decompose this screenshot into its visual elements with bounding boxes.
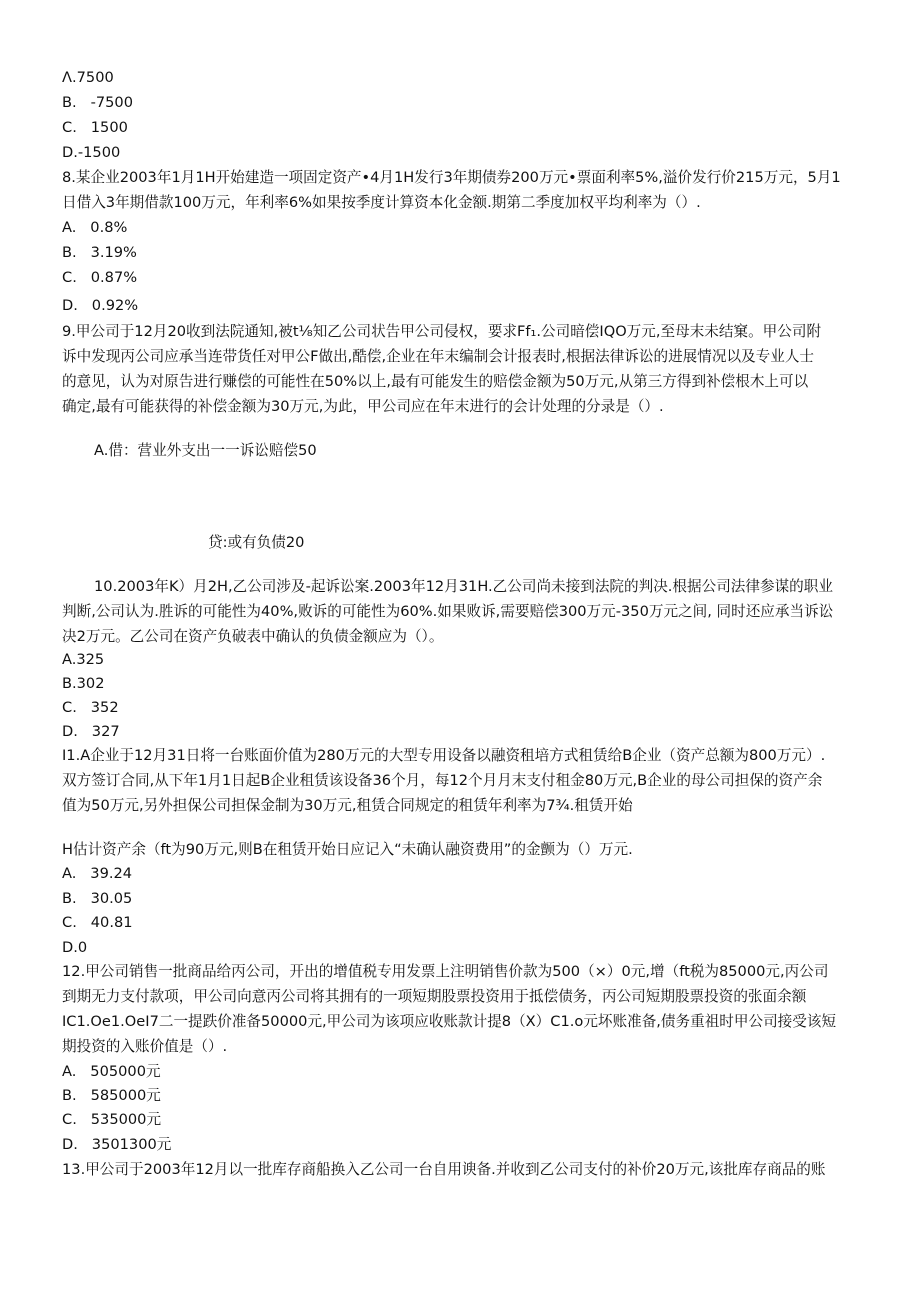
option-a: A. 505000元 — [62, 1063, 161, 1080]
option-b: B. -7500 — [62, 94, 133, 111]
question-12-line: IC1.Oe1.OeI7二一提跌价准备50000元,甲公司为该项应收账款计提8（X）C1.o元坏账准备,债务重祖时甲公司接受该短 — [62, 1013, 837, 1030]
option-a-debit: A.借：营业外支出一一诉讼赔偿50 — [94, 442, 317, 459]
question-13-line: 13.甲公司于2003年12月以一批库存商船换入乙公司一台自用谀备.并收到乙公司支付的补价20万元,该批库存商品的账 — [62, 1161, 826, 1178]
question-9-line: 的意见，认为对原告进行赚偿的可能性在50%以上,最有可能发生的赔偿金额为50万元,从第三方得到补偿根木上可以 — [62, 373, 809, 390]
question-11-line: I1.A企业于12月31日将一台账面价值为280万元的大型专用设备以融资租培方式租赁给B企业（资产总额为800万元）. — [62, 747, 826, 764]
option-b: B. 3.19% — [62, 244, 137, 261]
question-12-line: 12.甲公司销售一批商品给丙公司，开出的增值税专用发票上注明销售价款为500（×）0元,增（ft税为85000元,丙公司 — [62, 963, 829, 980]
option-a: A. 0.8% — [62, 219, 128, 236]
question-11-line: 双方签订合同,从下年1月1日起B企业租赁该设备36个月，每12个月月末支付租金80万元,B企业的母公司担保的资产余 — [62, 772, 823, 789]
option-b: B. 30.05 — [62, 890, 133, 907]
option-b: B.302 — [62, 675, 105, 692]
option-c: C. 0.87% — [62, 269, 138, 286]
option-a: Λ.7500 — [62, 69, 114, 86]
question-9-line: 9.甲公司于12月20收到法院通知,被t⅛知乙公司状告甲公司侵权，要求Ff₁.公司暗偿IQO万元,至母末未结窠。甲公司附 — [62, 323, 822, 340]
question-9-line: 确定,最有可能获得的补偿金额为30万元,为此，甲公司应在年末进行的会计处理的分录是（）. — [62, 398, 664, 415]
option-c: C. 1500 — [62, 119, 128, 136]
question-10-line: 判断,公司认为.胜诉的可能性为40%,败诉的可能性为60%.如果败诉,需要赔偿300万元-350万元之间, 同时还应承当诉讼 — [62, 603, 834, 620]
question-12-line: 到期无力支付款项，甲公司向意丙公司将其拥有的一项短期股票投资用于抵偿债务，丙公司短期股票投资的张面余额 — [62, 988, 807, 1005]
question-8-line: 8.某企业2003年1月1H开始建造一项固定资产•4月1H发行3年期债券200万元•票面利率5%,溢价发行价215万元，5月1 — [62, 169, 841, 186]
option-d: D. 327 — [62, 723, 120, 740]
option-a-credit: 贷:或有负债20 — [208, 534, 305, 551]
option-a: A.325 — [62, 651, 105, 668]
question-9-line: 诉中发现丙公司应承当连带货任对甲公F做出,酷偿,企业在年末编制会计报表时,根据法律诉讼的进展情况以及专业人士 — [62, 348, 815, 365]
option-c: C. 352 — [62, 699, 119, 716]
question-11-line: H估计资产余（ft为90万元,则B在租赁开始日应记入“未确认融资费用”的金颤为（）万元. — [62, 841, 633, 858]
option-d: D.0 — [62, 939, 88, 956]
option-d: D. 3501300元 — [62, 1136, 172, 1153]
option-d: D.-1500 — [62, 144, 121, 161]
question-12-line: 期投资的入账价值是（）. — [62, 1038, 228, 1055]
option-d: D. 0.92% — [62, 297, 139, 314]
question-11-line: 值为50万元,另外担保公司担保金制为30万元,租赁合同规定的租赁年利率为7¾.租赁开始 — [62, 797, 633, 814]
question-10-line: 10.2003年K）月2H,乙公司涉及-起诉讼案.2003年12月31H.乙公司尚未接到法院的判决.根据公司法律参谋的职业 — [94, 578, 833, 595]
question-8-line: 日借入3年期借款100万元，年利率6%如果按季度计算资本化金额.期第二季度加权平均利率为（）. — [62, 194, 701, 211]
option-a: A. 39.24 — [62, 865, 133, 882]
option-c: C. 40.81 — [62, 914, 133, 931]
question-10-line: 决2万元。乙公司在资产负破表中确认的负债金额应为（）。 — [62, 628, 444, 645]
option-c: C. 535000元 — [62, 1111, 162, 1128]
option-b: B. 585000元 — [62, 1087, 161, 1104]
